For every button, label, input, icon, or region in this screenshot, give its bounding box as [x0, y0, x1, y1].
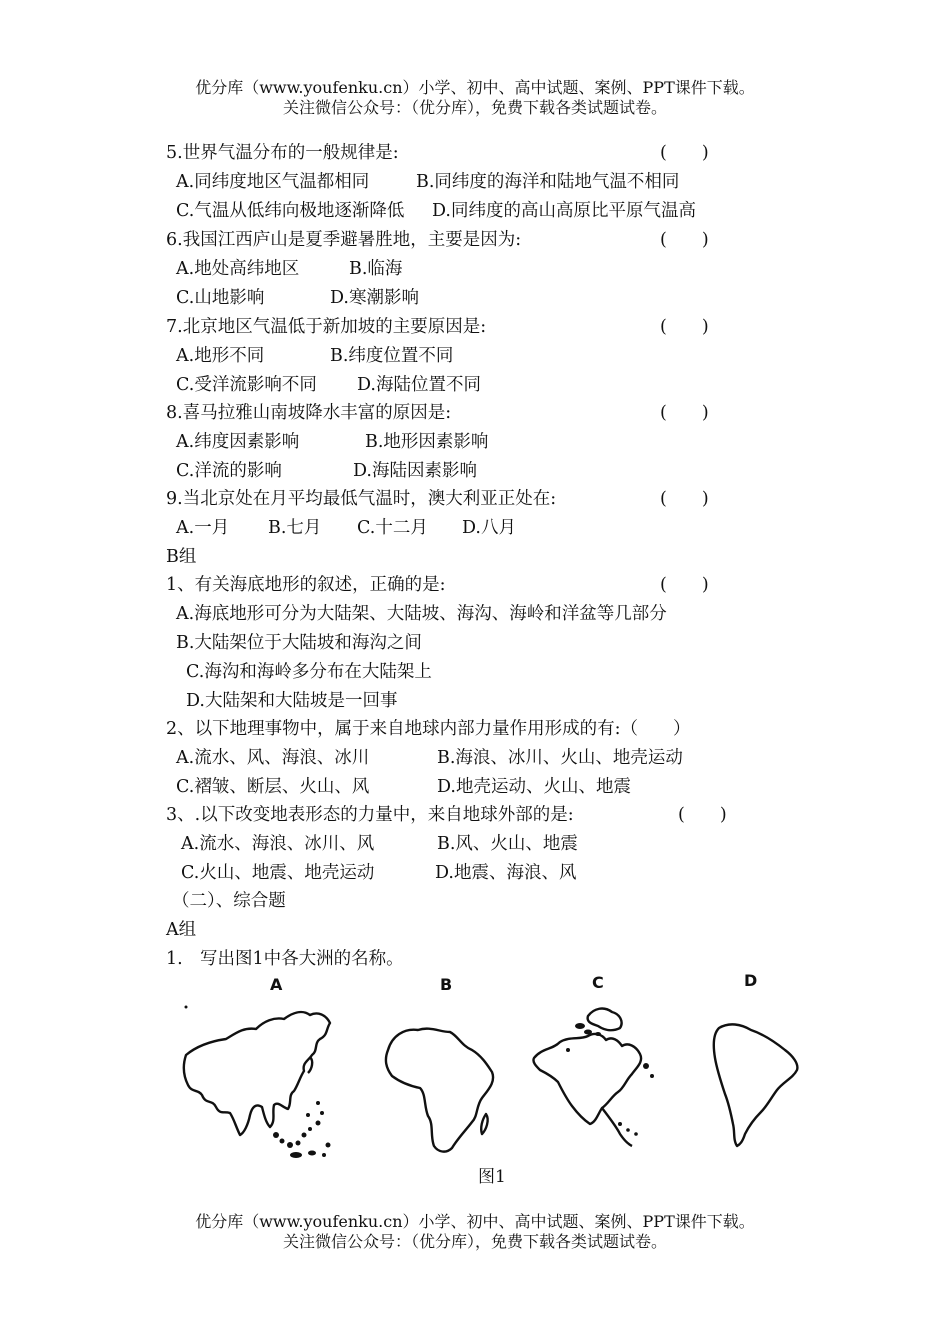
figure-label-a: A — [270, 975, 283, 994]
q7-option-b: B.纬度位置不同 — [330, 346, 454, 366]
q5-option-c: C.气温从低纬向极地逐渐降低 — [176, 201, 405, 221]
q9-option-b: B.七月 — [268, 518, 322, 538]
b-q1-option-b: B.大陆架位于大陆坡和海沟之间 — [176, 633, 422, 653]
b-q3-option-a: A.流水、海浪、冰川、风 — [181, 834, 375, 854]
group-b-title: B组 — [166, 547, 197, 567]
q9-stem: 9.当北京处在月平均最低气温时，澳大利亚正处在: — [166, 489, 557, 509]
q9-option-c: C.十二月 — [357, 518, 428, 538]
figure-label-d: D — [744, 971, 758, 990]
africa-map-icon — [378, 1020, 508, 1160]
q6-stem: 6.我国江西庐山是夏季避暑胜地，主要是因为: — [166, 230, 522, 250]
q7-answer-blank: ( ) — [660, 317, 709, 337]
page-footer — [0, 1212, 950, 1252]
b-q1-option-d: D.大陆架和大陆坡是一回事 — [186, 691, 398, 711]
b-q2-stem: 2、以下地理事物中，属于来自地球内部力量作用形成的有:（ ） — [166, 719, 691, 739]
q8-option-b: B.地形因素影响 — [365, 432, 489, 452]
south-america-map-icon — [705, 1020, 805, 1150]
q5-stem: 5.世界气温分布的一般规律是: — [166, 143, 399, 163]
north-america-map-icon — [528, 996, 668, 1156]
b-q2-option-b: B.海浪、冰川、火山、地壳运动 — [437, 748, 683, 768]
q7-option-c: C.受洋流影响不同 — [176, 375, 317, 395]
b-q2-option-c: C.褶皱、断层、火山、风 — [176, 777, 370, 797]
header-line-1: 优分库（www.youfenku.cn）小学、初中、高中试题、案例、PPT课件下载。 — [195, 78, 755, 97]
q8-option-c: C.洋流的影响 — [176, 461, 282, 481]
q9-answer-blank: ( ) — [660, 489, 709, 509]
b-q1-option-c: C.海沟和海岭多分布在大陆架上 — [186, 662, 432, 682]
b-q3-answer-blank: ( ) — [678, 805, 727, 825]
b-q2-option-d: D.地壳运动、火山、地震 — [437, 777, 631, 797]
section2-group-a: A组 — [166, 920, 197, 940]
q6-option-a: A.地处高纬地区 — [176, 259, 300, 279]
b-q1-option-a: A.海底地形可分为大陆架、大陆坡、海沟、海岭和洋盆等几部分 — [176, 604, 667, 624]
b-q2-option-a: A.流水、风、海浪、冰川 — [176, 748, 370, 768]
q8-option-a: A.纬度因素影响 — [176, 432, 300, 452]
asia-map-icon — [178, 995, 358, 1165]
q6-option-c: C.山地影响 — [176, 288, 265, 308]
b-q3-option-c: C.火山、地震、地壳运动 — [181, 863, 375, 883]
q5-option-d: D.同纬度的高山高原比平原气温高 — [432, 201, 696, 221]
q6-option-d: D.寒潮影响 — [330, 288, 419, 308]
b-q3-stem: 3、.以下改变地表形态的力量中，来自地球外部的是: — [166, 805, 574, 825]
q7-stem: 7.北京地区气温低于新加坡的主要原因是: — [166, 317, 487, 337]
b-q3-option-d: D.地震、海浪、风 — [435, 863, 577, 883]
section2-title: （二）、综合题 — [172, 891, 286, 911]
q5-option-a: A.同纬度地区气温都相同 — [176, 172, 370, 192]
header-line-2: 关注微信公众号：（优分库），免费下载各类试题试卷。 — [282, 98, 667, 117]
figure-label-c: C — [592, 973, 604, 992]
b-q1-stem: 1、有关海底地形的叙述，正确的是: — [166, 575, 446, 595]
q9-option-a: A.一月 — [176, 518, 230, 538]
b-q3-option-b: B.风、火山、地震 — [437, 834, 578, 854]
q5-option-b: B.同纬度的海洋和陆地气温不相同 — [416, 172, 680, 192]
q5-answer-blank: ( ) — [660, 143, 709, 163]
q6-option-b: B.临海 — [349, 259, 403, 279]
page-header — [0, 78, 950, 118]
figure-caption: 图1 — [478, 1167, 506, 1187]
footer-line-1: 优分库（www.youfenku.cn）小学、初中、高中试题、案例、PPT课件下载。 — [195, 1212, 755, 1231]
q7-option-d: D.海陆位置不同 — [357, 375, 481, 395]
section2-q1-text: 写出图1中各大洲的名称。 — [200, 949, 404, 969]
figure-label-b: B — [440, 975, 453, 994]
q6-answer-blank: ( ) — [660, 230, 709, 250]
q7-option-a: A.地形不同 — [176, 346, 265, 366]
footer-line-2: 关注微信公众号：（优分库），免费下载各类试题试卷。 — [282, 1232, 667, 1251]
q8-option-d: D.海陆因素影响 — [353, 461, 477, 481]
q8-answer-blank: ( ) — [660, 403, 709, 423]
section2-q1-number: 1. — [166, 949, 183, 969]
b-q1-answer-blank: ( ) — [660, 575, 709, 595]
q8-stem: 8.喜马拉雅山南坡降水丰富的原因是: — [166, 403, 452, 423]
q9-option-d: D.八月 — [462, 518, 516, 538]
